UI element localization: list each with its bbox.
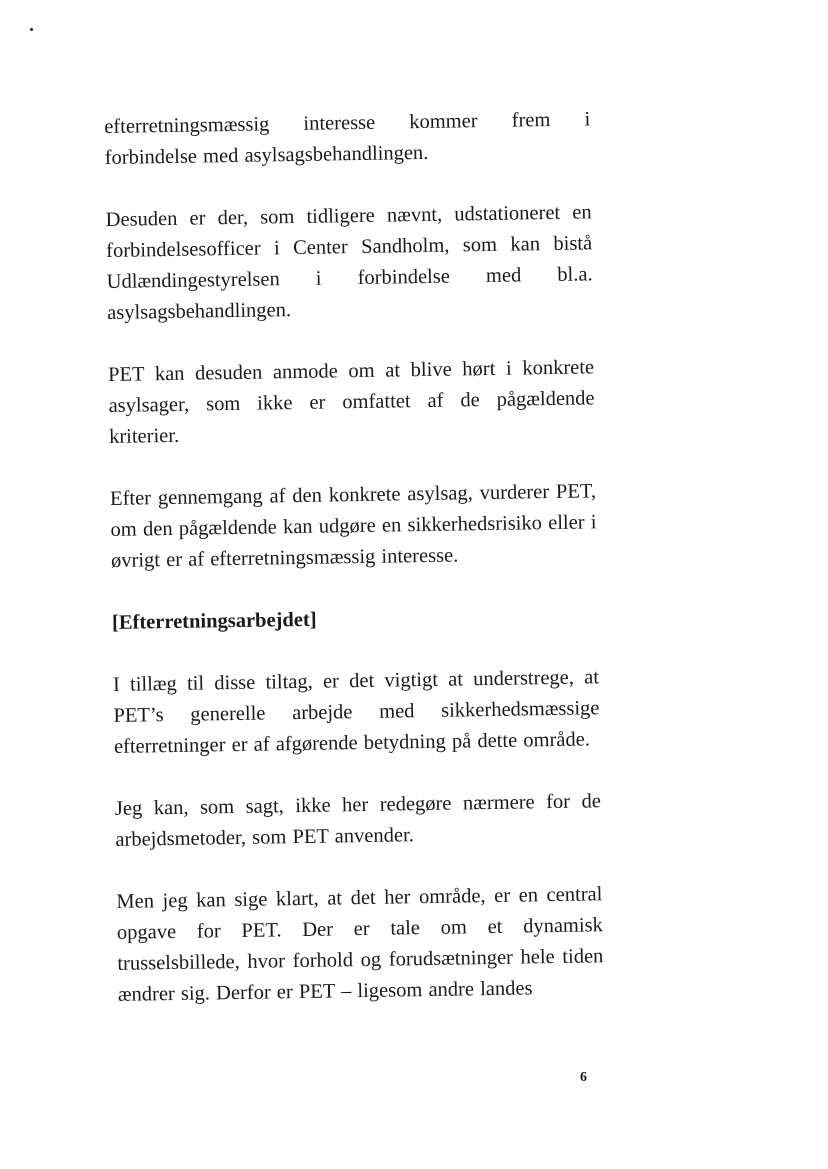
page-number: 6 — [580, 1070, 587, 1085]
paragraph-1 — [104, 104, 591, 174]
section-heading: [Efterretningsarbejdet] — [111, 608, 317, 634]
paragraph-4: Efter gennemgang af den konkrete asylsag, vurderer PET, om den pågældende kan udgøre en sikkerhedsrisiko eller i øvrigt er af efterretningsmæssig interesse. — [109, 480, 597, 572]
paragraph-3: PET kan desuden anmode om at blive hørt i konkrete asylsager, som ikke er omfattet af de pågældende kriterier. — [107, 356, 595, 448]
paragraph-6: Jeg kan, som sagt, ikke her redegøre nærmere for de arbejdsmetoder, som PET anvender. — [114, 790, 602, 851]
document-page — [104, 104, 604, 1011]
paragraph-2: Desuden er der, som tidligere nævnt, udstationeret en forbindelsesofficer i Center Sandholm, som kan bistå Udlændingestyrelsen i forbindelse med bl.a. asylsagsbehandlingen. — [105, 201, 593, 324]
paragraph-5: I tillæg til disse tiltag, er det vigtigt at understrege, at PET’s generelle arbejde med sikkerhedsmæssige efterretninger er af afgørende betydning på dette område. — [112, 666, 600, 758]
paragraph-1-rest: forbindelse med asylsagsbehandlingen. — [104, 141, 429, 169]
paragraph-1-line-1: efterretningsmæssig interesse kommer frem i — [104, 108, 591, 138]
scan-speck — [30, 28, 33, 31]
paragraph-7: Men jeg kan sige klart, at det her område, er en central opgave for PET. Der er tale om et dynamisk trusselsbillede, hvor forhold og forudsætninger hele tiden ændrer sig. Derfor er PET – ligesom andre landes — [116, 883, 604, 1006]
